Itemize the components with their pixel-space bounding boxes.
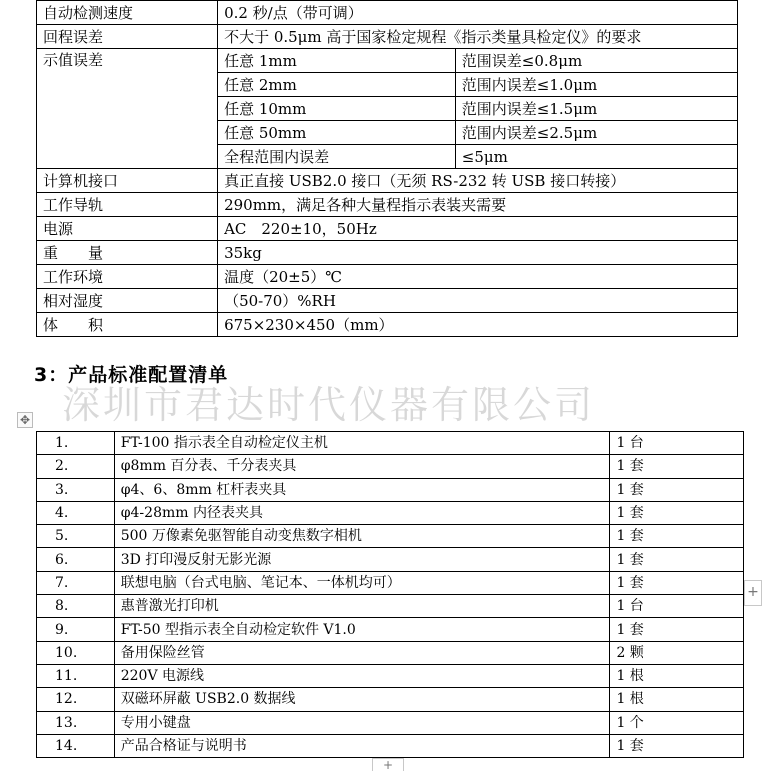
config-item-number: 9. — [37, 618, 115, 641]
spec-row-volume — [37, 313, 738, 337]
config-item-number: 8. — [37, 595, 115, 618]
config-item-quantity: 1 套 — [610, 525, 744, 548]
spec-row-computer-interface — [37, 169, 738, 193]
spec-value: 真正直接 USB2.0 接口（无须 RS-232 转 USB 接口转接） — [218, 169, 738, 193]
section-title: 3：产品标准配置清单 — [34, 364, 229, 386]
add-column-button[interactable]: + — [744, 580, 762, 606]
spec-row-indication-error — [37, 49, 738, 73]
spec-range: 任意 1mm — [218, 49, 456, 73]
config-item-number: 1. — [37, 432, 115, 455]
config-item-name: FT-50 型指示表全自动检定软件 V1.0 — [114, 618, 610, 641]
config-item-number: 14. — [37, 734, 115, 757]
spec-value: AC 220±10，50Hz — [218, 217, 738, 241]
spec-tolerance: 范围内误差≤1.5μm — [455, 97, 737, 121]
config-table — [36, 431, 744, 758]
table-move-handle-icon[interactable]: ✥ — [17, 412, 33, 428]
spec-value: 0.2 秒/点（带可调） — [218, 1, 738, 25]
spec-value: 不大于 0.5μm 高于国家检定规程《指示类量具检定仪》的要求 — [218, 25, 738, 49]
config-item-name: 惠普激光打印机 — [114, 595, 610, 618]
config-row — [37, 641, 744, 664]
config-row — [37, 688, 744, 711]
config-row — [37, 432, 744, 455]
config-item-name: φ4-28mm 内径表夹具 — [114, 501, 610, 524]
config-item-number: 7. — [37, 571, 115, 594]
config-item-number: 2. — [37, 455, 115, 478]
config-item-number: 5. — [37, 525, 115, 548]
config-item-number: 10. — [37, 641, 115, 664]
config-item-quantity: 1 根 — [610, 664, 744, 687]
spec-label: 相对湿度 — [37, 289, 218, 313]
config-item-name: 500 万像素免驱智能自动变焦数字相机 — [114, 525, 610, 548]
config-item-number: 12. — [37, 688, 115, 711]
spec-tolerance: 范围内误差≤1.0μm — [455, 73, 737, 97]
config-item-quantity: 1 套 — [610, 478, 744, 501]
spec-tolerance: 范围内误差≤2.5μm — [455, 121, 737, 145]
config-row — [37, 711, 744, 734]
config-row — [37, 618, 744, 641]
config-item-name: 220V 电源线 — [114, 664, 610, 687]
config-row — [37, 455, 744, 478]
spec-value: 温度（20±5）℃ — [218, 265, 738, 289]
spec-label: 电源 — [37, 217, 218, 241]
config-item-number: 3. — [37, 478, 115, 501]
config-table-body — [37, 432, 744, 758]
config-item-quantity: 1 台 — [610, 595, 744, 618]
config-row — [37, 734, 744, 757]
config-item-name: φ8mm 百分表、千分表夹具 — [114, 455, 610, 478]
config-row — [37, 571, 744, 594]
config-item-name: 专用小键盘 — [114, 711, 610, 734]
config-item-quantity: 1 套 — [610, 548, 744, 571]
config-item-name: φ4、6、8mm 杠杆表夹具 — [114, 478, 610, 501]
add-row-button[interactable]: + — [372, 758, 404, 771]
spec-label: 回程误差 — [37, 25, 218, 49]
spec-value: 290mm，满足各种大量程指示表装夹需要 — [218, 193, 738, 217]
config-item-name: 双磁环屏蔽 USB2.0 数据线 — [114, 688, 610, 711]
spec-label: 工作导轨 — [37, 193, 218, 217]
config-item-name: 联想电脑（台式电脑、笔记本、一体机均可） — [114, 571, 610, 594]
spec-range: 全程范围内误差 — [218, 145, 456, 169]
config-row — [37, 501, 744, 524]
config-item-quantity: 1 套 — [610, 455, 744, 478]
spec-table — [36, 0, 738, 337]
spec-label: 计算机接口 — [37, 169, 218, 193]
config-row — [37, 478, 744, 501]
config-item-quantity: 2 颗 — [610, 641, 744, 664]
spec-row-humidity — [37, 289, 738, 313]
spec-value: （50-70）%RH — [218, 289, 738, 313]
spec-range: 任意 2mm — [218, 73, 456, 97]
spec-tolerance: ≤5μm — [455, 145, 737, 169]
config-item-quantity: 1 套 — [610, 571, 744, 594]
config-item-quantity: 1 台 — [610, 432, 744, 455]
config-item-quantity: 1 套 — [610, 618, 744, 641]
config-row — [37, 595, 744, 618]
config-item-name: FT-100 指示表全自动检定仪主机 — [114, 432, 610, 455]
company-watermark: 深圳市君达时代仪器有限公司 — [62, 383, 596, 427]
config-item-quantity: 1 根 — [610, 688, 744, 711]
config-item-name: 产品合格证与说明书 — [114, 734, 610, 757]
config-item-number: 4. — [37, 501, 115, 524]
spec-label: 重 量 — [37, 241, 218, 265]
config-item-number: 11. — [37, 664, 115, 687]
spec-range: 任意 10mm — [218, 97, 456, 121]
spec-label: 工作环境 — [37, 265, 218, 289]
config-item-quantity: 1 个 — [610, 711, 744, 734]
config-item-name: 备用保险丝管 — [114, 641, 610, 664]
config-item-quantity: 1 套 — [610, 501, 744, 524]
spec-label: 体 积 — [37, 313, 218, 337]
spec-value: 35kg — [218, 241, 738, 265]
spec-range: 任意 50mm — [218, 121, 456, 145]
config-item-number: 6. — [37, 548, 115, 571]
config-item-name: 3D 打印漫反射无影光源 — [114, 548, 610, 571]
spec-row-environment — [37, 265, 738, 289]
config-item-number: 13. — [37, 711, 115, 734]
config-item-quantity: 1 套 — [610, 734, 744, 757]
spec-row-power — [37, 217, 738, 241]
spec-label: 自动检测速度 — [37, 1, 218, 25]
spec-row-auto-speed — [37, 1, 738, 25]
config-row — [37, 548, 744, 571]
config-row — [37, 664, 744, 687]
spec-tolerance: 范围误差≤0.8μm — [455, 49, 737, 73]
spec-row-weight — [37, 241, 738, 265]
spec-label: 示值误差 — [37, 49, 218, 169]
config-row — [37, 525, 744, 548]
spec-value: 675×230×450（mm） — [218, 313, 738, 337]
spec-row-return-error — [37, 25, 738, 49]
spec-row-guide-rail — [37, 193, 738, 217]
